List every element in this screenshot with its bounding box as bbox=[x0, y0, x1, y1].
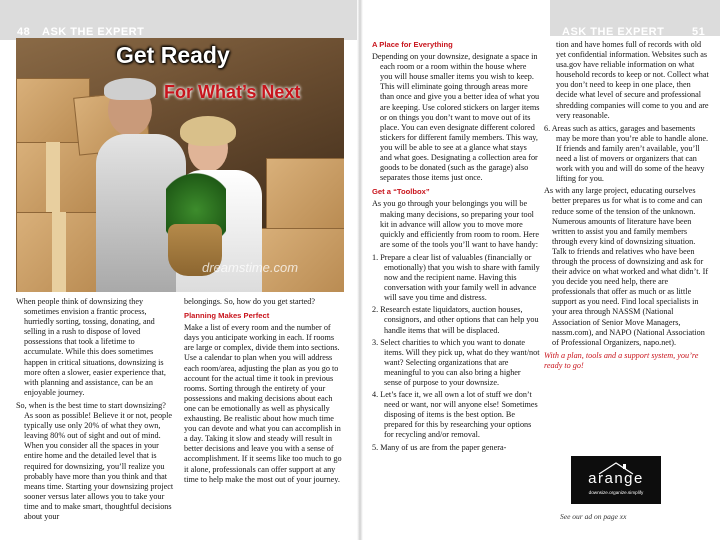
photo-watermark: dreamstime.com bbox=[202, 260, 299, 275]
paragraph: Depending on your downsize, designate a space in each room or a room within the house where you will house smaller items you wish to keep. This will eliminate going through areas more than once and give you a better idea of what you are keeping. Use colored stickers on larger items or on things you don’t want to move out of its place. You can even designate different colored stickers for different family members. This way, you will be able to see at a glance what stays and what goes. Designating a collection area for goods to be donated (such as the garage) also separates those items just once. bbox=[372, 52, 540, 183]
hero-photo bbox=[16, 38, 344, 292]
paragraph: Make a list of every room and the number of days you anticipate working in each. If rooms are large or complex, divide them into sections. Use a calendar to plan when you will address each room/area, adjusting the plan as you go to account for the actual time it took in previous rooms. Sorting through the entirety of your possessions and making decisions about each one can be emotionally as well as physically exhausting. Be realistic about how much time you can devote and what you can accomplish in a day. Taking it slow and steady will result in better decisions and leave you with a sense of accomplishment. If it seems like too much to go it alone, professionals can offer support at any time to help make the most out of your journey. bbox=[184, 323, 342, 484]
paragraph: As with any large project, educating ourselves better prepares us for what is to come and can reduce some of the tension of the unknown. Numerous amounts of literature have been written to assist you and family members through every kind of downsizing situation. Talk to friends and relatives who have been through the process of downsizing and ask for their advice on what worked and what didn’t. If you decide you need help, there are professionals that offer as much or as little support as you need. Find local specialists in your area through NASSM (National Association of Senior Move Managers, nassm.com), and NAPO (National Association of Professional Organizers, napo.net). bbox=[544, 186, 709, 347]
list-item: 2. Research estate liquidators, auction houses, consignors, and other options that can help you handle items that will be displaced. bbox=[372, 305, 539, 335]
right-column-1 bbox=[372, 40, 540, 455]
left-page-number: 48 bbox=[17, 26, 31, 38]
tape-strip bbox=[52, 212, 66, 292]
paragraph: When people think of downsizing they sometimes envision a frantic process, hurriedly sorting, tossing, donating, and selling in a rush to dispose of loved possessions that took a lifetime to accumulate. While this does sometimes happen in critical situations, downsizing is more often a slower, easier experience that, with planning and assistance, can be an enjoyable journey. bbox=[16, 297, 166, 397]
right-column-2 bbox=[544, 40, 710, 374]
man-hair bbox=[104, 78, 156, 100]
tool-list bbox=[372, 253, 540, 453]
list-item: 6. Areas such as attics, garages and basements may be more than you’re able to handle alone. If friends and family aren’t available, you’ll need a list of movers or organizers that can work with you and will do some of the heavy lifting for you. bbox=[544, 123, 709, 184]
right-page bbox=[360, 0, 720, 540]
arange-ad[interactable] bbox=[571, 456, 661, 504]
paragraph: So, when is the best time to start downsizing? As soon as possible! Believe it or not, people typically use only 20% of what they own, leaving 80% out of sight and out of mind. When you consider all the spaces in your entire home and the detailed level that is required for downsizing, you’ll realize you probably have more than you think and that means time. Starting your downsizing project sooner versus later allows you to take your time and to make smart, thoughtful decisions about your bbox=[16, 400, 174, 521]
ad-caption: See our ad on page xx bbox=[560, 512, 627, 521]
left-column-2 bbox=[184, 297, 344, 488]
paragraph: belongings. So, how do you get started? bbox=[184, 297, 315, 306]
left-header-bar bbox=[0, 0, 360, 40]
subheading-planning: Planning Makes Perfect bbox=[184, 311, 270, 321]
list-item: 1. Prepare a clear list of valuables (financially or emotionally) that you wish to share with family now and the recipient name. Having this conversation with your family well in advance will save you time and distress. bbox=[372, 252, 540, 303]
closing-line: With a plan, tools and a support system, you’re ready to go! bbox=[544, 350, 699, 370]
right-section-label: ASK THE EXPERT bbox=[562, 26, 665, 38]
subheading-toolbox: Get a “Toolbox” bbox=[372, 187, 430, 197]
box-shape bbox=[266, 158, 344, 230]
ad-tagline: downsize.organize.simplify bbox=[588, 490, 644, 495]
subheading-place: A Place for Everything bbox=[372, 40, 453, 49]
left-section-label: ASK THE EXPERT bbox=[42, 26, 145, 38]
left-column-1 bbox=[16, 297, 176, 525]
list-item: 5. Many of us are from the paper genera- bbox=[372, 442, 507, 452]
right-page-number: 51 bbox=[692, 26, 706, 38]
tool-list-continued bbox=[544, 124, 710, 185]
right-header-bar bbox=[360, 0, 720, 36]
tape-strip bbox=[46, 142, 60, 212]
ad-wordmark: arange bbox=[588, 470, 644, 487]
paragraph: As you go through your belongings you will be making many decisions, so preparing your tool kit in advance will allow you to move more quickly and efficiently from room to room. Here are some of the tools you’ll want to have handy: bbox=[372, 199, 540, 249]
list-item: 3. Select charities to which you want to donate items. Will they pick up, what do they want/not want? Selecting organizations that are meaningful to you can also bring a higher sense of purpose to your downsize. bbox=[372, 337, 540, 387]
book-spine bbox=[357, 0, 363, 540]
paragraph: tion and have homes full of records with old yet confidential information. Websites such as usa.gov have reliable information on what household records to keep or not. Collect what you don’t need to keep in one place, then decide what level of secure and professional shredding companies will come to you and are very reasonable. bbox=[556, 40, 709, 120]
article-subtitle: For What’s Next bbox=[164, 82, 301, 102]
article-title: Get Ready bbox=[116, 42, 230, 68]
list-item: 4. Let’s face it, we all own a lot of stuff we don’t need or want, nor will anyone else! Sometimes disposing of items is the best option. Be prepared for this by researching your options for recycling and/or removal. bbox=[372, 390, 538, 440]
woman-hair bbox=[180, 116, 236, 146]
